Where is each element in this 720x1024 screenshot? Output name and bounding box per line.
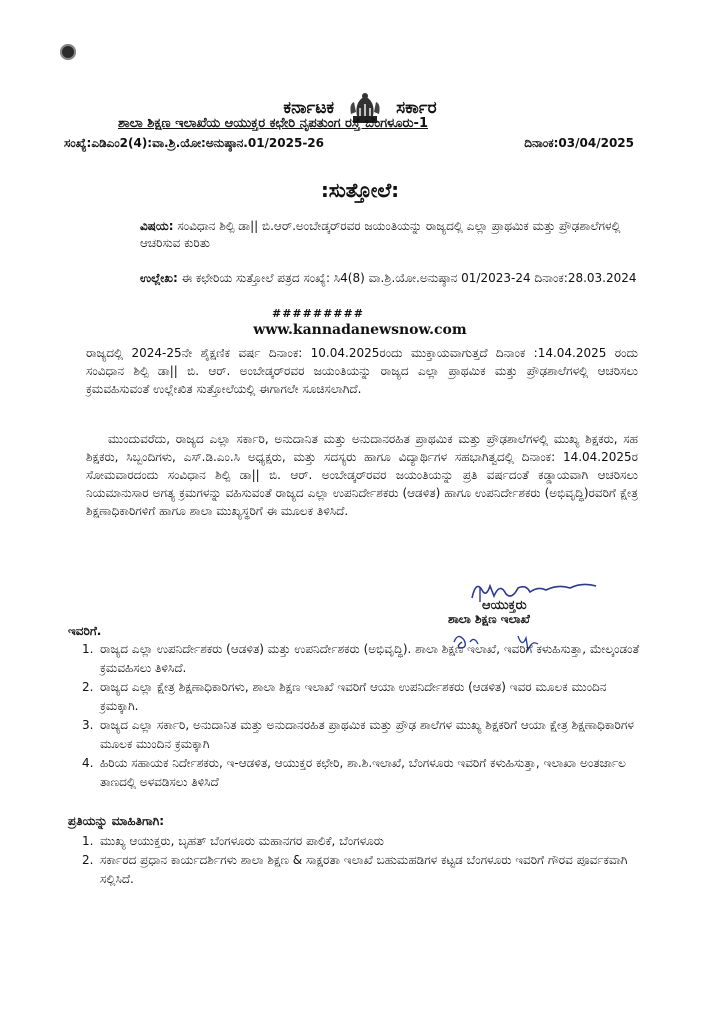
list-item (82, 716, 642, 754)
item-text: ರಾಜ್ಯದ ಎಲ್ಲಾ ಕ್ಷೇತ್ರ ಶಿಕ್ಷಣಾಧಿಕಾರಿಗಳು, ಶಾಲಾ ಶಿಕ್ಷಣ ಇಲಾಖೆ ಇವರಿಗೆ ಆಯಾ ಉಪನಿರ್ದೇಶಕರು (ಆಡಳಿತ) ಇವರ ಮೂಲಕ ಮುಂದಿನ ಕ್ರಮಕ್ಕಾಗಿ. (100, 680, 607, 713)
item-number: 4. (82, 756, 94, 770)
recipients-heading: ಇವರಿಗೆ. (68, 624, 102, 638)
list-item (82, 832, 642, 851)
header-left-title: ಕರ್ನಾಟಕ (283, 98, 335, 118)
copy-to-heading: ಪ್ರತಿಯನ್ನು ಮಾಹಿತಿಗಾಗಿ: (68, 814, 165, 828)
circular-title: :ಸುತ್ತೋಲೆ: (320, 178, 400, 202)
subject-text: ಸಂವಿಧಾನ ಶಿಲ್ಪಿ ಡಾ|| ಬಿ.ಆರ್.ಅಂಬೇಡ್ಕರ್‌ರವರ ಜಯಂತಿಯನ್ನು ರಾಜ್ಯದಲ್ಲಿ ಎಲ್ಲಾ ಪ್ರಾಥಮಿಕ ಮತ್ತು ಪ್ರೌಢಶಾಲೆಗಳಲ್ಲಿ ಆಚರಿಸುವ ಕುರಿತು (140, 219, 621, 250)
item-text: ಮುಖ್ಯ ಆಯುಕ್ತರು, ಬೃಹತ್ ಬೆಂಗಳೂರು ಮಹಾನಗರ ಪಾಲಿಕೆ, ಬೆಂಗಳೂರು (100, 834, 384, 848)
header-right-title: ಸರ್ಕಾರ (396, 98, 437, 118)
reference-block (140, 270, 640, 287)
item-number: 1. (82, 834, 94, 848)
separator: ######### (272, 307, 364, 320)
body-paragraph-1: ರಾಜ್ಯದಲ್ಲಿ 2024-25ನೇ ಶೈಕ್ಷಣಿಕ ವರ್ಷ ದಿನಾಂಕ: 10.04.2025ರಂದು ಮುಕ್ತಾಯವಾಗುತ್ತದೆ ದಿನಾಂಕ :14.04.2025 ರಂದು ಸಂವಿಧಾನ ಶಿಲ್ಪಿ ಡಾ|| ಬಿ. ಆರ್. ಅಂಬೇಡ್ಕರ್‌ರವರ ಜಯಂತಿಯನ್ನು ರಾಜ್ಯದ ಎಲ್ಲಾ ಪ್ರಾಥಮಿಕ ಮತ್ತು ಪ್ರೌಢಶಾಲೆಗಳಲ್ಲಿ ಆಚರಿಸಲು ಕ್ರಮವಹಿಸುವಂತೆ ಉಲ್ಲೇಖಿತ ಸುತ್ತೋಲೆಯಲ್ಲಿ ಈಗಾಗಲೇ ಸೂಚಿಸಲಾಗಿದೆ. (86, 346, 638, 396)
reference-label: ಉಲ್ಲೇಖ: (140, 271, 178, 285)
item-number: 2. (82, 680, 94, 694)
signatory-title: ಆಯುಕ್ತರು (482, 598, 527, 613)
item-number: 3. (82, 718, 94, 732)
item-text: ಸರ್ಕಾರದ ಪ್ರಧಾನ ಕಾರ್ಯದರ್ಶಿಗಳು ಶಾಲಾ ಶಿಕ್ಷಣ & ಸಾಕ್ಷರತಾ ಇಲಾಖೆ ಬಹುಮಹಡಿಗಳ ಕಟ್ಟಡ ಬೆಂಗಳೂರು ಇವರಿಗೆ ಗೌರವ ಪೂರ್ವಕವಾಗಿ ಸಲ್ಲಿಸಿದೆ. (100, 853, 628, 886)
list-item (82, 754, 642, 792)
signatory-department: ಶಾಲಾ ಶಿಕ್ಷಣ ಇಲಾಖೆ (448, 612, 530, 626)
item-number: 2. (82, 853, 94, 867)
list-item (82, 851, 642, 889)
reference-number: ಸಂಖ್ಯೆ:ಎಡಿಎಂ2(4):ವಾ.ಶ್ರಿ.ಯೋ:ಅನುಷ್ಠಾನ.01/2025-26 (64, 136, 325, 150)
reference-line (64, 136, 634, 151)
item-text: ರಾಜ್ಯದ ಎಲ್ಲಾ ಸರ್ಕಾರಿ, ಅನುದಾನಿತ ಮತ್ತು ಅನುದಾನರಹಿತ ಪ್ರಾಥಮಿಕ ಮತ್ತು ಪ್ರೌಢ ಶಾಲೆಗಳ ಮುಖ್ಯ ಶಿಕ್ಷಕರಿಗೆ ಆಯಾ ಕ್ಷೇತ್ರ ಶಿಕ್ಷಣಾಧಿಕಾರಿಗಳ ಮೂಲಕ ಮುಂದಿನ ಕ್ರಮಕ್ಕಾಗಿ (100, 718, 634, 751)
item-number: 1. (82, 642, 94, 656)
website-watermark: www.kannadanewsnow.com (253, 322, 467, 338)
subject-label: ವಿಷಯ: (140, 219, 174, 233)
punch-hole (60, 44, 76, 60)
list-item (82, 640, 642, 678)
item-text: ರಾಜ್ಯದ ಎಲ್ಲಾ ಉಪನಿರ್ದೇಶಕರು (ಆಡಳಿತ) ಮತ್ತು ಉಪನಿರ್ದೇಶಕರು (ಅಭಿವೃದ್ಧಿ). ಶಾಲಾ ಶಿಕ್ಷಣ ಇಲಾಖೆ, ಇವರಿಗೆ ಕಳುಹಿಸುತ್ತಾ, ಮೇಲ್ಕಂಡಂತೆ ಕ್ರಮವಹಿಸಲು ತಿಳಿಸಿದೆ. (100, 642, 640, 675)
copy-to-list (82, 832, 642, 889)
document-date: ದಿನಾಂಕ:03/04/2025 (524, 136, 634, 150)
reference-text: ಈ ಕಛೇರಿಯ ಸುತ್ತೋಲೆ ಪತ್ರದ ಸಂಖ್ಯೆ: ಸಿ4(8) ವಾ.ಶ್ರಿ.ಯೋ.ಅನುಷ್ಠಾನ 01/2023-24 ದಿನಾಂಕ:28.03.2024 (181, 271, 637, 285)
department-line: ಶಾಲಾ ಶಿಕ್ಷಣ ಇಲಾಖೆಯ ಆಯುಕ್ತರ ಕಛೇರಿ ನೃಪತುಂಗ ರಸ್ತೆ ಬೆಂಗಳೂರು-1 (118, 116, 428, 131)
body-paragraph-2: ಮುಂದುವರೆದು, ರಾಜ್ಯದ ಎಲ್ಲಾ ಸರ್ಕಾರಿ, ಅನುದಾನಿತ ಮತ್ತು ಅನುದಾನರಹಿತ ಪ್ರಾಥಮಿಕ ಮತ್ತು ಪ್ರೌಢಶಾಲೆಗಳಲ್ಲಿ ಮುಖ್ಯ ಶಿಕ್ಷಕರು, ಸಹ ಶಿಕ್ಷಕರು, ಸಿಬ್ಬಂದಿಗಳು, ಎಸ್.ಡಿ.ಎಂ.ಸಿ ಅಧ್ಯಕ್ಷರು, ಮತ್ತು ಸದಸ್ಯರು ಹಾಗೂ ವಿದ್ಯಾರ್ಥಿಗಳ ಸಹಭಾಗಿತ್ವದಲ್ಲಿ ದಿನಾಂಕ: 14.04.2025ರ ಸೋಮವಾರದಂದು ಸಂವಿಧಾನ ಶಿಲ್ಪಿ ಡಾ|| ಬಿ. ಆರ್. ಅಂಬೇಡ್ಕರ್‌ರವರ ಜಯಂತಿಯನ್ನು ಪ್ರತಿ ವರ್ಷದಂತೆ ಕಡ್ಡಾಯವಾಗಿ ಆಚರಿಸಲು ನಿಯಮಾನುಸಾರ ಅಗತ್ಯ ಕ್ರಮಗಳನ್ನು ವಹಿಸುವಂತೆ ರಾಜ್ಯದ ಎಲ್ಲಾ ಉಪನಿರ್ದೇಶಕರು (ಆಡಳಿತ) ಹಾಗೂ ಉಪನಿರ್ದೇಶಕರು (ಅಭಿವೃದ್ಧಿ)ರವರಿಗೆ ಕ್ಷೇತ್ರ ಶಿಕ್ಷಣಾಧಿಕಾರಿಗಳಿಗೆ ಹಾಗೂ ಶಾಲಾ ಮುಖ್ಯಸ್ಥರಿಗೆ ಈ ಮೂಲಕ ತಿಳಿಸಿದೆ. (86, 432, 638, 518)
subject-block (140, 218, 640, 252)
recipients-list (82, 640, 642, 792)
list-item (82, 678, 642, 716)
item-text: ಹಿರಿಯ ಸಹಾಯಕ ನಿರ್ದೇಶಕರು, ಇ-ಆಡಳಿತ, ಆಯುಕ್ತರ ಕಛೇರಿ, ಶಾ.ಶಿ.ಇಲಾಖೆ, ಬೆಂಗಳೂರು ಇವರಿಗೆ ಕಳುಹಿಸುತ್ತಾ, ಇಲಾಖಾ ಅಂತರ್ಜಾಲ ತಾಣದಲ್ಲಿ ಅಳವಡಿಸಲು ತಿಳಿಸಿದೆ (100, 756, 626, 789)
